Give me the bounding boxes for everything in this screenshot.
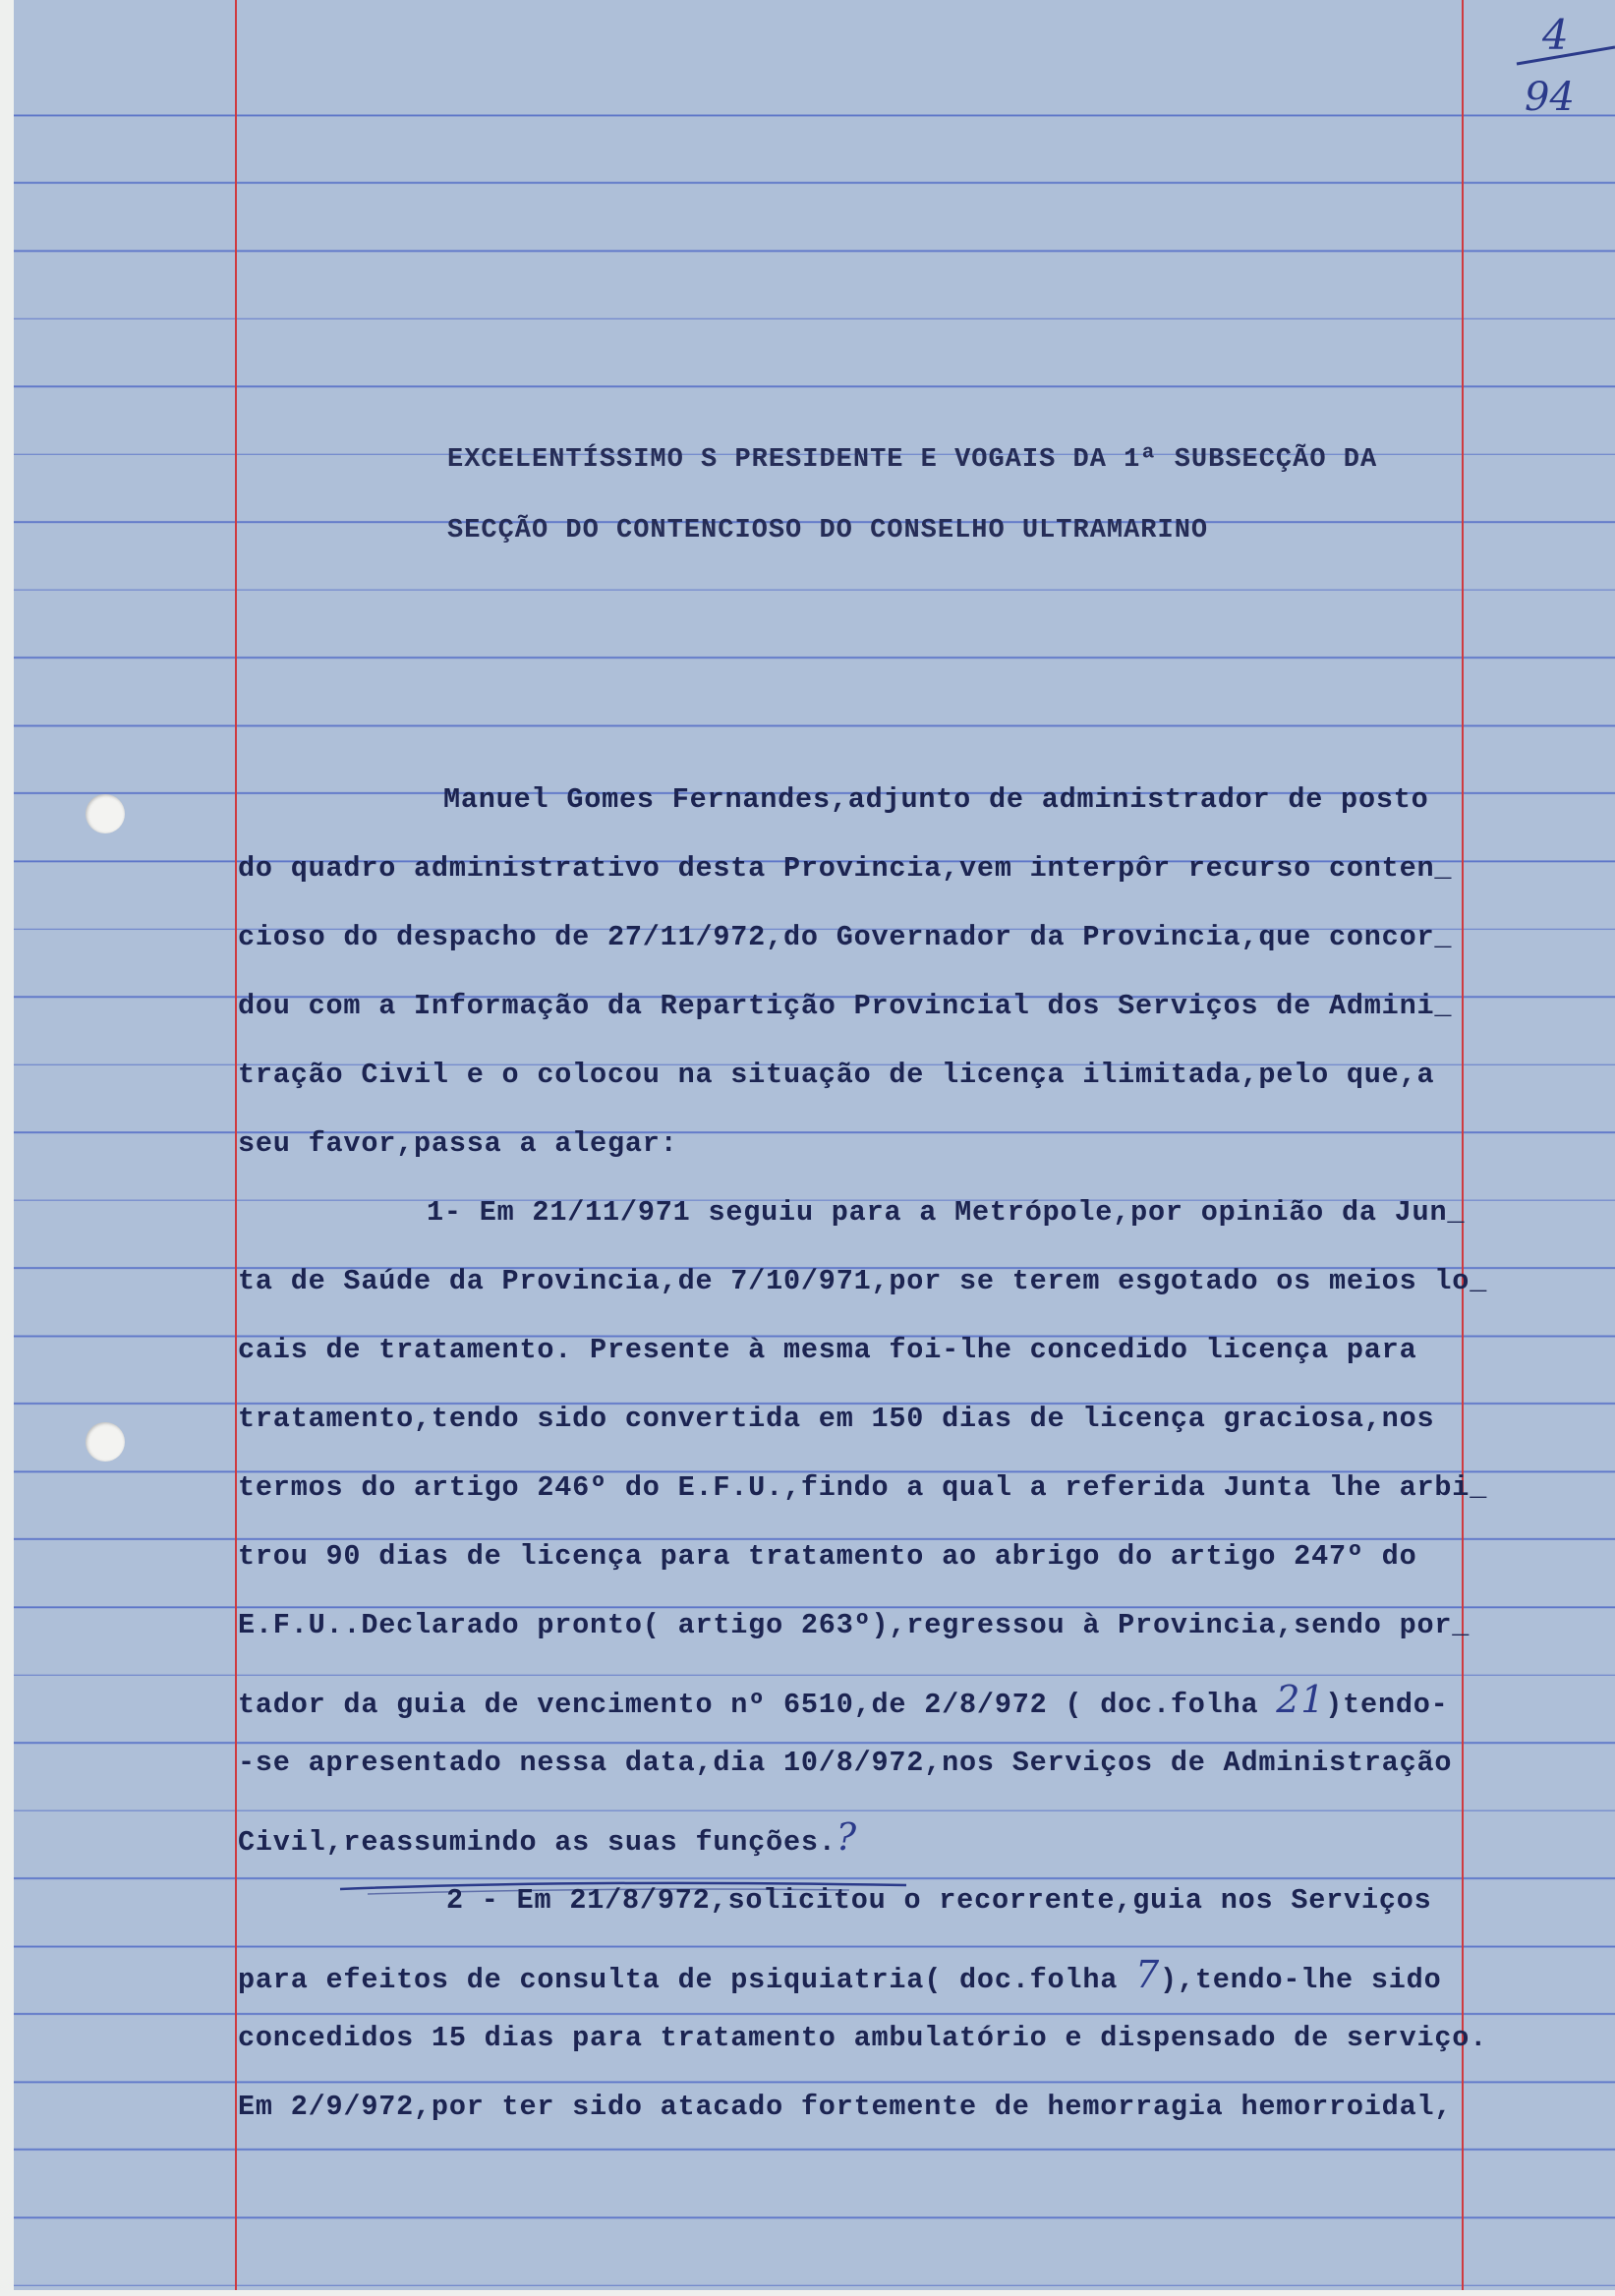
body-line: -se apresentado nessa data,dia 10/8/972,nos Serviços de Administração [238, 1747, 1453, 1779]
heading-line-1: EXCELENTÍSSIMO S PRESIDENTE E VOGAIS DA 1ª SUBSECÇÃO DA [447, 445, 1378, 475]
document-page [14, 0, 1615, 2290]
body-line: tratamento,tendo sido convertida em 150 dias de licença graciosa,nos [238, 1403, 1435, 1435]
body-line: seu favor,passa a alegar: [238, 1127, 678, 1160]
body-line-text: tador da guia de vencimento nº 6510,de 2/8/972 ( doc.folha [238, 1689, 1277, 1721]
right-margin-line [1462, 0, 1464, 2290]
body-line: tração Civil e o colocou na situação de licença ilimitada,pelo que,a [238, 1059, 1435, 1091]
punch-hole [86, 1422, 125, 1462]
folio-bottom: 94 [1525, 75, 1575, 120]
handwritten-doc-ref: 7 [1135, 1953, 1161, 1996]
body-line: 1- Em 21/11/971 seguiu para a Metrópole,por opinião da Jun_ [427, 1196, 1466, 1229]
body-line-text: ),tendo-lhe sido [1160, 1964, 1442, 1996]
folio-top: 4 [1542, 11, 1569, 59]
body-line: do quadro administrativo desta Provincia,vem interpôr recurso conten_ [238, 852, 1453, 885]
punch-hole [86, 794, 125, 833]
body-line: Em 2/9/972,por ter sido atacado fortemente de hemorragia hemorroidal, [238, 2091, 1453, 2123]
handwritten-doc-ref: 21 [1276, 1678, 1326, 1721]
folio-number [1513, 8, 1615, 126]
body-line: cais de tratamento. Presente à mesma foi-lhe concedido licença para [238, 1334, 1417, 1366]
body-line: ta de Saúde da Provincia,de 7/10/971,por se terem esgotado os meios lo_ [238, 1265, 1488, 1297]
body-line: termos do artigo 246º do E.F.U.,findo a qual a referida Junta lhe arbi_ [238, 1471, 1488, 1504]
body-line: concedidos 15 dias para tratamento ambulatório e dispensado de serviço. [238, 2022, 1488, 2054]
heading-line-2: SECÇÃO DO CONTENCIOSO DO CONSELHO ULTRAMARINO [447, 516, 1209, 545]
body-line: dou com a Informação da Repartição Provincial dos Serviços de Admini_ [238, 990, 1453, 1022]
body-line [238, 1678, 1449, 1721]
body-line: trou 90 dias de licença para tratamento ao abrigo do artigo 247º do [238, 1540, 1417, 1573]
left-margin-line [235, 0, 237, 2290]
body-line-text: Civil,reassumindo as suas funções. [238, 1826, 836, 1859]
body-line: Manuel Gomes Fernandes,adjunto de administrador de posto [443, 783, 1429, 816]
body-line-text: )tendo- [1325, 1689, 1449, 1721]
body-line: 2 - Em 21/8/972,solicitou o recorrente,guia nos Serviços [446, 1884, 1432, 1917]
body-line: cioso do despacho de 27/11/972,do Governador da Provincia,que concor_ [238, 921, 1453, 953]
handwritten-question-mark: ? [836, 1815, 857, 1859]
body-line: E.F.U..Declarado pronto( artigo 263º),regressou à Provincia,sendo por_ [238, 1609, 1471, 1641]
body-line-text: para efeitos de consulta de psiquiatria( doc.folha [238, 1964, 1136, 1996]
body-line [238, 1953, 1441, 1996]
body-line [238, 1815, 857, 1859]
